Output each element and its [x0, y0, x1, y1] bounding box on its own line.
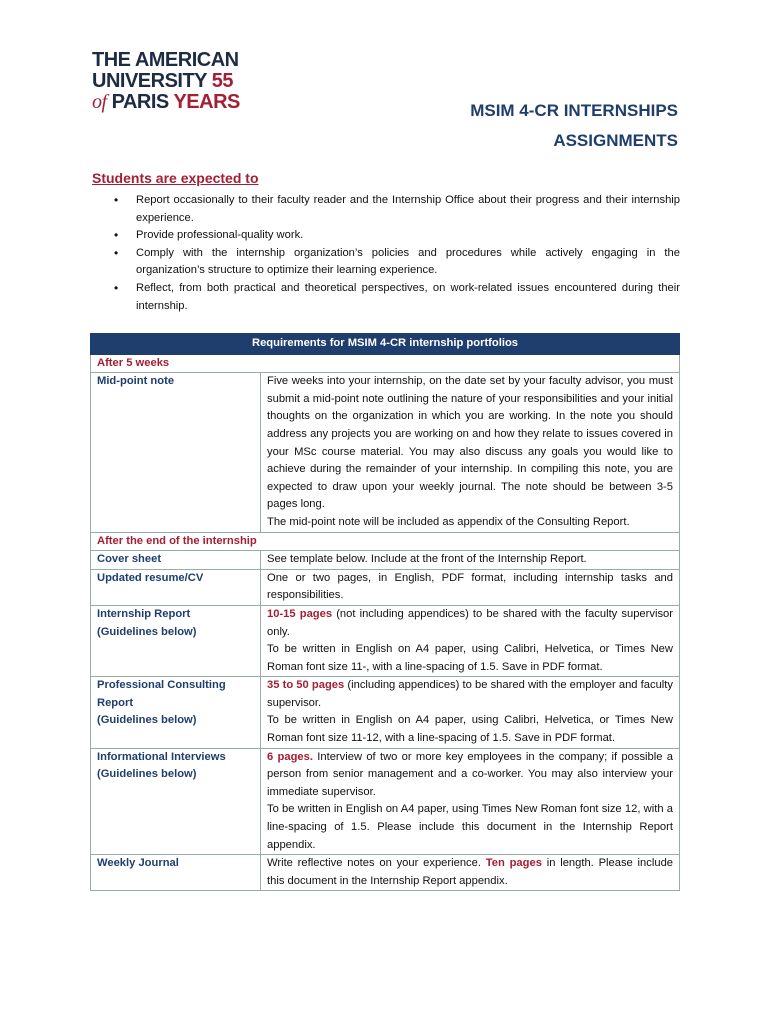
table-row: [91, 748, 680, 855]
journal-pages: Ten pages: [485, 857, 542, 870]
requirements-table: [90, 333, 680, 891]
section-row: [91, 532, 680, 551]
consulting-label-2: Report: [97, 696, 134, 709]
interviews-desc-2: To be written in English on A4 paper, using Times New Roman font size 12, with a line-spacing of 1.5. Please include this document in the Internship Report appendix.: [267, 803, 673, 851]
table-row: [91, 677, 680, 748]
interviews-pages: 6 pages.: [267, 750, 313, 763]
report-label: Internship Report: [97, 607, 191, 620]
section-heading: Students are expected to: [92, 170, 259, 186]
row-desc-midpoint: [261, 373, 680, 532]
row-label-interviews: [91, 748, 261, 855]
report-desc-2: To be written in English on A4 paper, using Calibri, Helvetica, or Times New Roman font size 11-, with a line-spacing of 1.5. Save in PDF format.: [267, 643, 673, 673]
list-item: • Comply with the internship organization’s policies and procedures while actively engaging in the organization’s structure to optimize their learning experience.: [112, 245, 680, 280]
logo-line-3: [92, 92, 240, 113]
row-desc-report: [261, 605, 680, 676]
table-header-row: [91, 334, 680, 355]
list-item: • Provide professional-quality work.: [112, 227, 680, 245]
expectations-list: [112, 192, 680, 315]
row-label-consulting: [91, 677, 261, 748]
row-label-cover: Cover sheet: [91, 551, 261, 570]
table-row: [91, 569, 680, 605]
consulting-label-1: Professional Consulting: [97, 679, 226, 692]
row-desc-interviews: [261, 748, 680, 855]
section-row: [91, 354, 680, 373]
journal-desc-a: Write reflective notes on your experience.: [267, 857, 486, 870]
university-logo: [92, 50, 240, 113]
row-desc-consulting: [261, 677, 680, 748]
logo-years: YEARS: [173, 91, 240, 113]
title-line-1: MSIM 4-CR INTERNSHIPS: [470, 101, 678, 120]
logo-line-2: [92, 71, 240, 92]
section-after-5-weeks: After 5 weeks: [91, 354, 680, 373]
report-guidelines: (Guidelines below): [97, 625, 197, 638]
table-row: [91, 855, 680, 891]
row-label-report: [91, 605, 261, 676]
midpoint-paragraph-1: Five weeks into your internship, on the date set by your faculty advisor, you must submit a mid-point note outlining the nature of your responsibilities and your initial thoughts on the organization in which you are working. In the note you should address any projects you are working on and how they relate to issues covered in your MSc course material. You may also discuss any goals you would like to achieve during the remainder of your internship. In compiling this note, you are expected to draw upon your weekly journal. The note should be between 3-5 pages long.: [267, 375, 673, 511]
row-desc-journal: [261, 855, 680, 891]
journal-desc-b: in length. Please include this document in the Internship Report appendix.: [267, 857, 674, 887]
consulting-guidelines: (Guidelines below): [97, 714, 197, 727]
midpoint-paragraph-2: The mid-point note will be included as appendix of the Consulting Report.: [267, 515, 630, 528]
row-desc-cover: See template below. Include at the front of the Internship Report.: [261, 551, 680, 570]
title-line-2: ASSIGNMENTS: [553, 131, 678, 150]
row-label-resume: Updated resume/CV: [91, 569, 261, 605]
row-desc-resume: One or two pages, in English, PDF format, including internship tasks and responsibilities.: [261, 569, 680, 605]
list-item: • Reflect, from both practical and theoretical perspectives, on work-related issues encountered during their internship.: [112, 280, 680, 315]
consulting-desc-1: (including appendices) to be shared with the employer and faculty supervisor.: [267, 679, 673, 709]
row-label-journal: Weekly Journal: [91, 855, 261, 891]
consulting-pages: 35 to 50 pages: [267, 679, 345, 692]
logo-55: 55: [211, 70, 233, 92]
list-item: • Report occasionally to their faculty reader and the Internship Office about their progress and their internship experience.: [112, 192, 680, 227]
row-label-midpoint: Mid-point note: [91, 373, 261, 532]
logo-of: of: [92, 91, 107, 113]
logo-paris: PARIS: [111, 91, 169, 113]
table-header: Requirements for MSIM 4-CR internship portfolios: [91, 334, 680, 355]
logo-line-1: THE AMERICAN: [92, 49, 239, 71]
section-after-internship: After the end of the internship: [91, 532, 680, 551]
logo-university: UNIVERSITY: [92, 70, 207, 92]
report-desc-1: (not including appendices) to be shared with the faculty supervisor only.: [267, 607, 674, 638]
interviews-label: Informational Interviews: [97, 750, 226, 763]
consulting-desc-2: To be written in English on A4 paper, using Calibri, Helvetica, or Times New Roman font size 11-12, with a line-spacing of 1.5. Save in PDF format.: [267, 714, 673, 745]
table-row: [91, 551, 680, 570]
interviews-guidelines: (Guidelines below): [97, 768, 197, 781]
table-row: [91, 373, 680, 532]
document-title: [470, 96, 678, 156]
report-pages: 10-15 pages: [267, 607, 333, 620]
interviews-desc-1: Interview of two or more key employees in the company; if possible a person from senior management and a co-worker. You may also interview your immediate supervisor.: [267, 750, 673, 798]
table-row: [91, 605, 680, 676]
